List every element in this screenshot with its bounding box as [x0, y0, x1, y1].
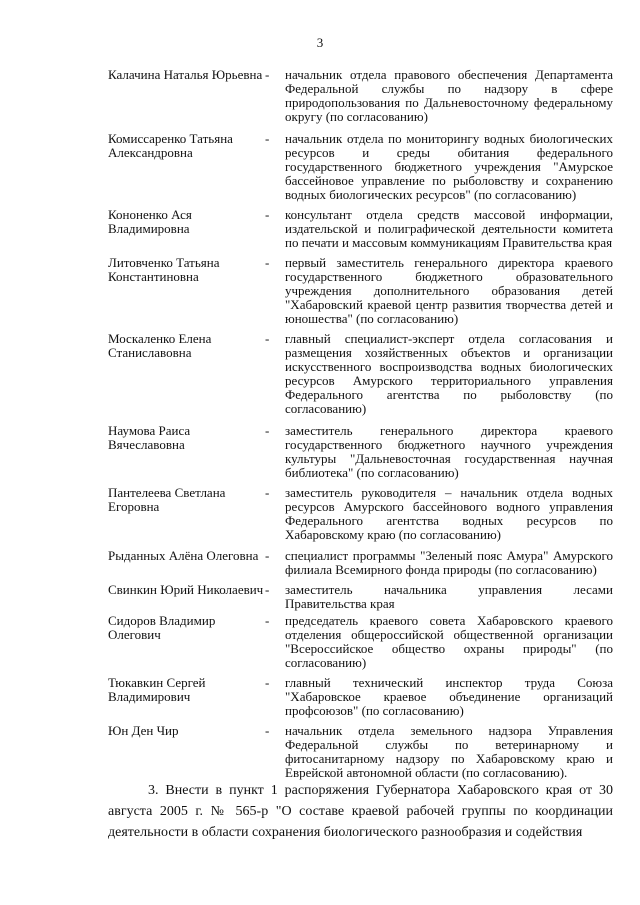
member-dash: - [265, 485, 270, 500]
member-name: Рыданных Алёна Олеговна [108, 548, 259, 563]
member-row [108, 256, 613, 326]
member-description: заместитель начальника управления лесами Правительства края [285, 582, 613, 611]
member-list [108, 68, 613, 780]
member-description: председатель краевого совета Хабаровского краевого отделения общероссийской общественной организации "Всероссийское общество охраны природы" (по согласованию) [285, 613, 613, 670]
member-dash: - [265, 675, 270, 690]
member-row [108, 208, 613, 250]
member-name: Калачина Наталья Юрьевна [108, 67, 263, 82]
member-dash: - [265, 331, 270, 346]
member-name: Наумова Раиса Вячеславовна [108, 423, 191, 452]
member-description: начальник отдела земельного надзора Управления Федеральной службы по ветеринарному и фитосанитарному надзору по Хабаровскому краю и Еврейской автономной области (по согласованию). [285, 723, 613, 780]
member-name: Пантелеева Светлана Егоровна [108, 485, 226, 514]
member-name: Москаленко Елена Станиславовна [108, 331, 212, 360]
member-description: начальник отдела по мониторингу водных биологических ресурсов и среды обитания федерального государственного бюджетного учреждения "Амурское бассейновое управление по рыболовству и сохранению водных биологических ресурсов" (по согласованию) [285, 131, 613, 202]
member-name: Кононенко Ася Владимировна [108, 207, 192, 236]
member-row [108, 549, 613, 577]
member-dash: - [265, 582, 270, 597]
member-row [108, 676, 613, 718]
member-dash: - [265, 255, 270, 270]
member-dash: - [265, 723, 270, 738]
member-description: консультант отдела средств массовой информации, издательской и полиграфической деятельности комитета по печати и массовым коммуникациям Правительства края [285, 207, 613, 250]
member-description: главный технический инспектор труда Союза "Хабаровское краевое объединение организаций профсоюзов" (по согласованию) [285, 675, 613, 718]
member-description: начальник отдела правового обеспечения Департамента Федеральной службы по надзору в сфере природопользования по Дальневосточному федеральному округу (по согласованию) [285, 67, 613, 124]
member-description: специалист программы "Зеленый пояс Амура" Амурского филиала Всемирного фонда природы (по согласованию) [285, 548, 613, 577]
member-name: Тюкавкин Сергей Владимирович [108, 675, 206, 704]
member-row [108, 424, 613, 480]
member-dash: - [265, 548, 270, 563]
member-row [108, 583, 613, 611]
page-number: 3 [316, 35, 324, 50]
member-name: Сидоров Владимир Олегович [108, 613, 216, 642]
member-description: первый заместитель генерального директора краевого государственного бюджетного образовательного учреждения дополнительного образования детей "Хабаровский краевой центр развития творчества детей и юношества" (по согласованию) [285, 255, 613, 326]
member-row [108, 486, 613, 542]
member-row [108, 614, 613, 670]
member-dash: - [265, 613, 270, 628]
member-name: Свинкин Юрий Николаевич [108, 582, 264, 597]
member-description: заместитель генерального директора краевого государственного бюджетного научного учреждения культуры "Дальневосточная государственная научная библиотека" (по согласованию) [285, 423, 613, 480]
member-description: заместитель руководителя – начальник отдела водных ресурсов Амурского бассейнового водного управления Федерального агентства водных ресурсов по Хабаровскому краю (по согласованию) [285, 485, 613, 542]
member-dash: - [265, 423, 270, 438]
member-dash: - [265, 131, 270, 146]
member-name: Литовченко Татьяна Константиновна [108, 255, 220, 284]
member-dash: - [265, 67, 270, 82]
member-row [108, 68, 613, 124]
member-name: Комиссаренко Татьяна Александровна [108, 131, 233, 160]
member-description: главный специалист-эксперт отдела согласования и размещения хозяйственных объектов и организации искусственного воспроизводства водных биологических ресурсов Амурского территориального управления Федерального агентства по рыболовству (по согласованию) [285, 331, 613, 416]
member-row [108, 332, 613, 416]
member-name: Юн Ден Чир [108, 723, 179, 738]
body-paragraph: 3. Внести в пункт 1 распоряжения Губернатора Хабаровского края от 30 августа 2005 г. № 565-р "О составе краевой рабочей группы по координации деятельности в области сохранения биологического разнообразия и содействия [108, 783, 613, 840]
member-dash: - [265, 207, 270, 222]
member-row [108, 724, 613, 780]
member-row [108, 132, 613, 202]
